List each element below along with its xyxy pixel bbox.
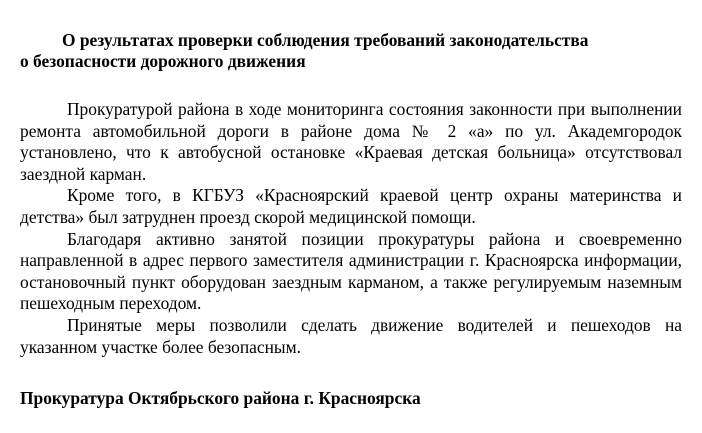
document-title-line2: о безопасности дорожного движения: [20, 51, 306, 71]
document-title-line1: О результатах проверки соблюдения требований законодательства: [62, 30, 589, 50]
paragraph-4: Принятые меры позволили сделать движение водителей и пешеходов на указанном участке более безопасным.: [20, 314, 682, 357]
document-body: [20, 99, 682, 358]
paragraph-3: Благодаря активно занятой позиции прокуратуры района и своевременно направленной в адрес первого заместителя администрации г. Красноярска информации, остановочный пункт оборудован заездным карманом, а также регулируемым наземным пешеходным переходом.: [20, 228, 682, 314]
signature: Прокуратура Октябрьского района г. Красноярска: [20, 388, 421, 409]
paragraph-2: Кроме того, в КГБУЗ «Красноярский краевой центр охраны материнства и детства» был затруднен проезд скорой медицинской помощи.: [20, 185, 682, 227]
paragraph-1: Прокуратурой района в ходе мониторинга состояния законности при выполнении ремонта автомобильной дороги в районе дома № 2 «а» по ул. Академгородок установлено, что к автобусной остановке «Краевая детская больница» отсутствовал заездной карман.: [20, 99, 682, 184]
